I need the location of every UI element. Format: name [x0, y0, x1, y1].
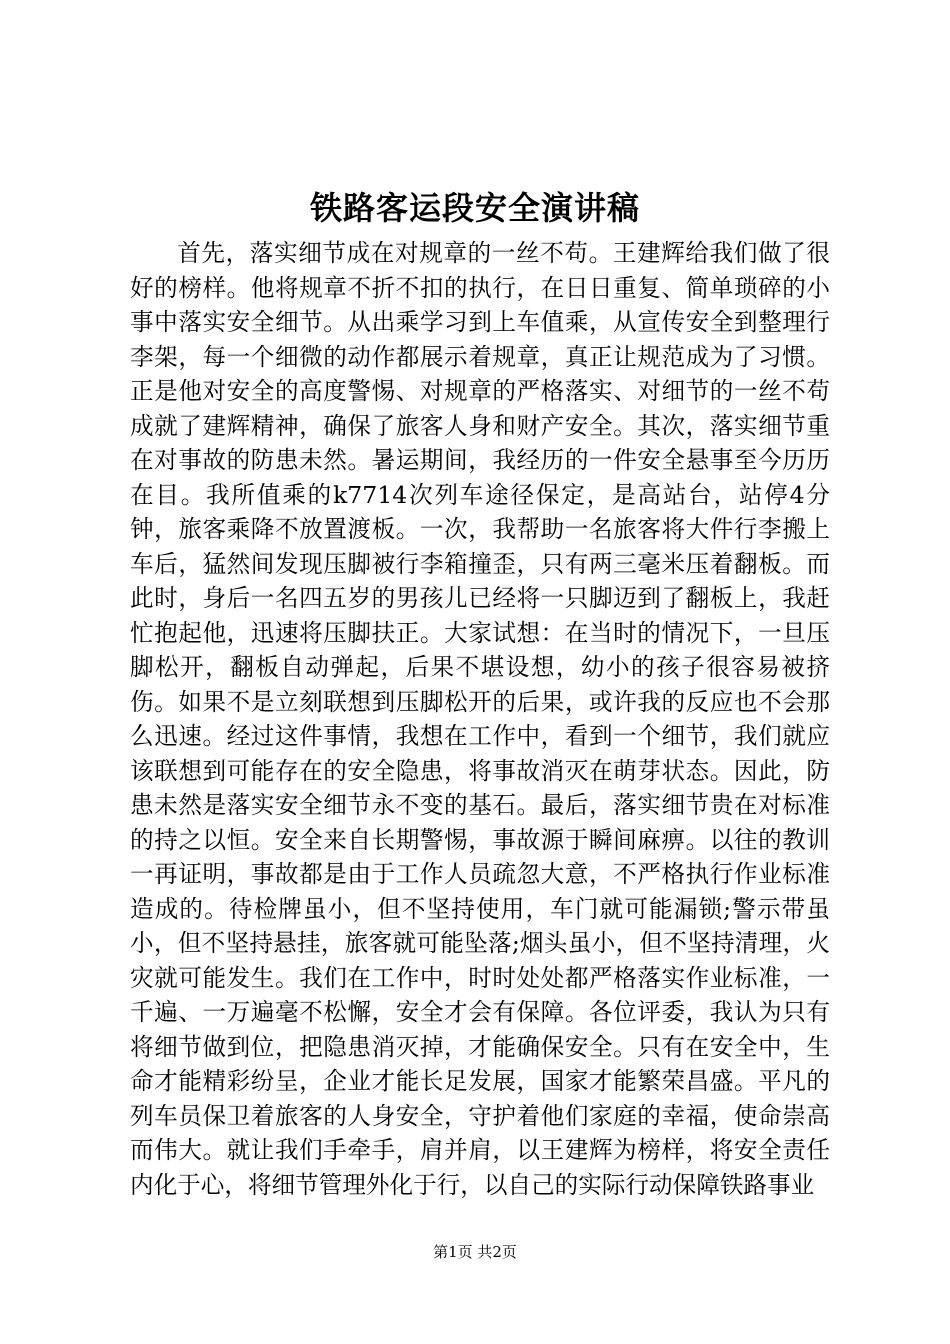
body-paragraph: 首先，落实细节成在对规章的一丝不苟。王建辉给我们做了很好的榜样。他将规章不折不扣的执行，在日日重复、简单琐碎的小事中落实安全细节。从出乘学习到上车值乘，从宣传安全到整理行李架，每一个细微的动作都展示着规章，真正让规范成为了习惯。正是他对安全的高度警惕、对规章的严格落实、对细节的一丝不苟成就了建辉精神，确保了旅客人身和财产安全。其次，落实细节重在对事故的防患未然。暑运期间，我经历的一件安全悬事至今历历在目。我所值乘的k7714次列车途径保定，是高站台，站停4分钟，旅客乘降不放置渡板。一次，我帮助一名旅客将大件行李搬上车后，猛然间发现压脚被行李箱撞歪，只有两三毫米压着翻板。而此时，身后一名四五岁的男孩儿已经将一只脚迈到了翻板上，我赶忙抱起他，迅速将压脚扶正。大家试想：在当时的情况下，一旦压脚松开，翻板自动弹起，后果不堪设想，幼小的孩子很容易被挤伤。如果不是立刻联想到压脚松开的后果，或许我的反应也不会那么迅速。经过这件事情，我想在工作中，看到一个细节，我们就应该联想到可能存在的安全隐患，将事故消灭在萌芽状态。因此，防患未然是落实安全细节永不变的基石。最后，落实细节贵在对标准的持之以恒。安全来自长期警惕，事故源于瞬间麻痹。以往的教训一再证明，事故都是由于工作人员疏忽大意，不严格执行作业标准造成的。待检牌虽小，但不坚持使用，车门就可能漏锁;警示带虽小，但不坚持悬挂，旅客就可能坠落;烟头虽小，但不坚持清理，火灾就可能发生。我们在工作中，时时处处都严格落实作业标准，一千遍、一万遍毫不松懈，安全才会有保障。各位评委，我认为只有将细节做到位，把隐患消灭掉，才能确保安全。只有在安全中，生命才能精彩纷呈，企业才能长足发展，国家才能繁荣昌盛。平凡的列车员保卫着旅客的人身安全，守护着他们家庭的幸福，使命崇高而伟大。就让我们手牵手，肩并肩，以王建辉为榜样，将安全责任内化于心，将细节管理外化于行，以自己的实际行动保障铁路事业	[130, 239, 830, 1199]
page-footer: 第1页 共2页	[433, 1243, 517, 1261]
document-title: 铁路客运段安全演讲稿	[309, 189, 640, 227]
